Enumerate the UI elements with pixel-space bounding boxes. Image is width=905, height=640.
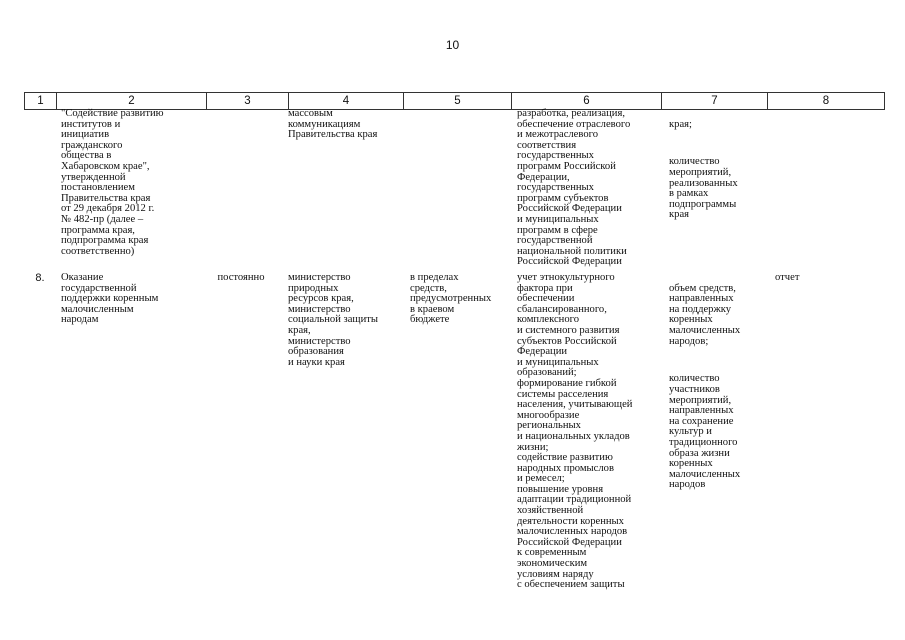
purpose-cell: учет этнокультурного фактора при обеспечении сбалансированного, комплексного и системного развития субъектов Российской Федерации и муниципальных образований; формирование гибкой системы расселения населения, учитывающей многообразие региональных и национальных укладов жизни; содействие развитию народных промыслов и ремесел; повышение уровня адаптации традиционной хозяйственной деятельности коренных малочисленных народов Российской Федерации к современным экономическим условиям наряду с обеспечением защиты: [517, 272, 633, 591]
table-row: [24, 109, 884, 273]
column-number-8: 8: [768, 93, 885, 110]
row-number-cell: 8.: [35, 272, 45, 284]
indicators-cell: [669, 109, 769, 232]
indicator-text: количество участников мероприятий, направленных на сохранение культур и традиционного образа жизни коренных малочисленных народов: [669, 373, 741, 491]
column-number-3: 3: [207, 93, 289, 110]
column-number-5: 5: [404, 93, 512, 110]
reporting-cell: отчет: [775, 272, 800, 283]
column-number-4: 4: [289, 93, 404, 110]
funding-cell: в пределах средств, предусмотренных в краевом бюджете: [410, 272, 492, 326]
event-cell: "Содействие развитию институтов и инициатив гражданского общества в Хабаровском крае", утвержденной постановлением Правительства края от 29 декабря 2012 г. № 482-пр (далее – программа края, подпрограмма края соответственно): [61, 108, 164, 257]
indicator-text: края;: [669, 118, 692, 130]
column-number-1: 1: [25, 93, 57, 110]
executor-cell: министерство природных ресурсов края, министерство социальной защиты края, министерство образования и науки края: [288, 272, 378, 368]
purpose-cell: разработка, реализация, обеспечение отраслевого и межотраслевого соответствия государственных программ Российской Федерации, государственных программ субъектов Российской Федерации и муниципальных программ в сфере государственной национальной политики Российской Федерации: [517, 108, 631, 268]
event-cell: Оказание государственной поддержки коренным малочисленным народам: [61, 272, 159, 326]
indicator-text: объем средств, направленных на поддержку коренных малочисленных народов;: [669, 282, 741, 347]
term-cell: постоянно: [217, 272, 265, 283]
column-number-2: 2: [57, 93, 207, 110]
table-body: [24, 109, 884, 603]
indicator-text: количество мероприятий, реализованных в рамках подпрограммы края: [669, 156, 738, 221]
page-number: 10: [445, 38, 460, 52]
indicators-cell: [669, 273, 769, 501]
executor-cell: массовым коммуникациям Правительства края: [288, 108, 378, 141]
column-number-7: 7: [662, 93, 768, 110]
column-number-6: 6: [512, 93, 662, 110]
table-row: [24, 273, 884, 603]
